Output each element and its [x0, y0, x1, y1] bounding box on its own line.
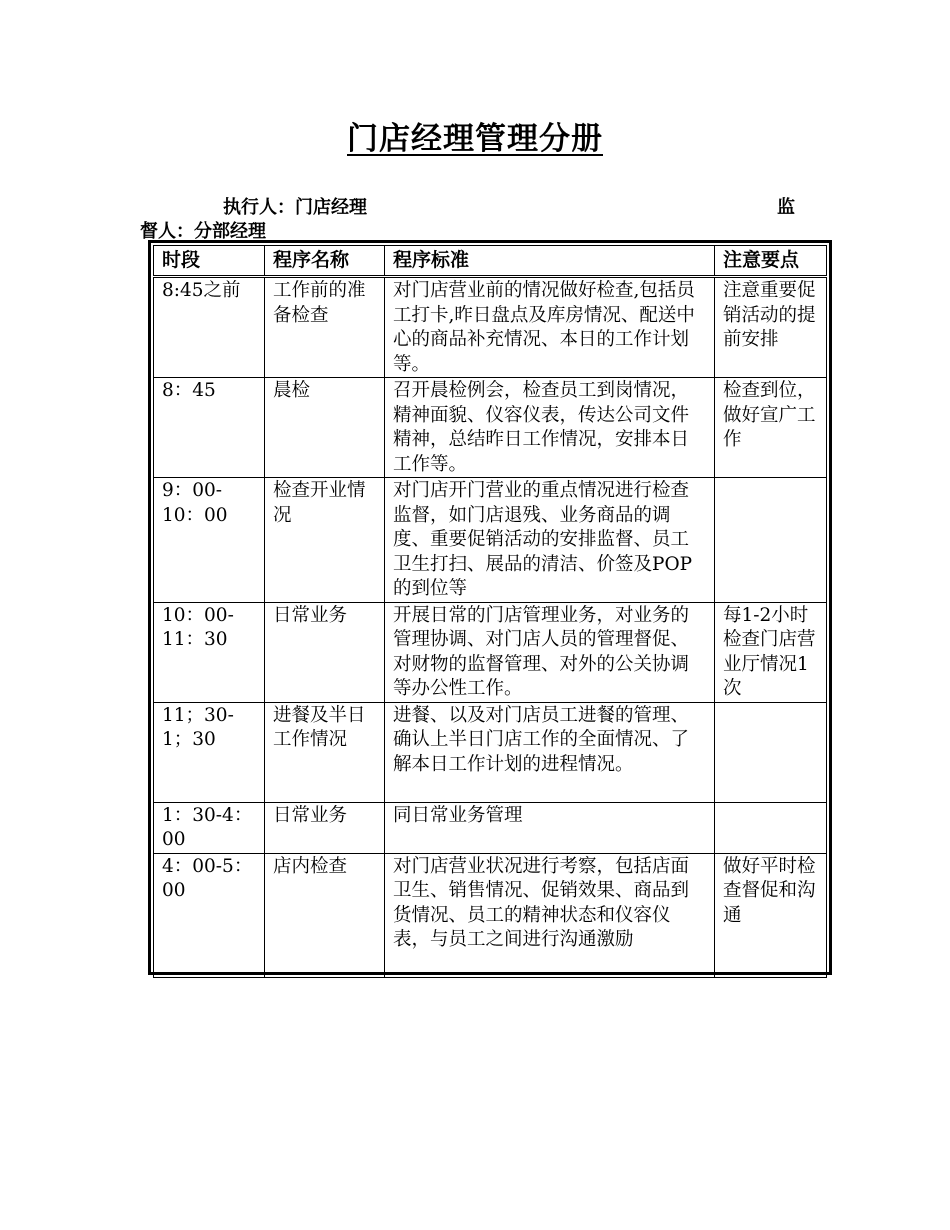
document-title: 门店经理管理分册 — [347, 121, 603, 157]
cell-notes: 做好平时检查督促和沟通 — [715, 853, 827, 977]
cell-notes: 检查到位，做好宣广工作 — [715, 378, 827, 478]
cell-time: 9：00-10：00 — [154, 478, 265, 603]
cell-notes — [715, 478, 827, 603]
table-row — [154, 478, 827, 603]
supervisor-line-end: 督人：分部经理 — [140, 221, 266, 242]
cell-notes — [715, 802, 827, 853]
cell-time: 8:45之前 — [154, 277, 265, 378]
table-row — [154, 277, 827, 378]
cell-name: 进餐及半日工作情况 — [265, 702, 385, 802]
cell-time: 4：00-5：00 — [154, 853, 265, 977]
cell-notes: 注意重要促销活动的提前安排 — [715, 277, 827, 378]
header-key-points: 注意要点 — [715, 246, 827, 277]
table-header-row — [154, 246, 827, 277]
cell-name: 检查开业情况 — [265, 478, 385, 603]
cell-standard: 开展日常的门店管理业务，对业务的管理协调、对门店人员的管理督促、对财物的监督管理、对外的公关协调等办公性工作。 — [385, 602, 715, 702]
supervisor-line-start: 监 — [777, 197, 795, 218]
cell-standard: 对门店营业前的情况做好检查,包括员工打卡,昨日盘点及库房情况、配送中心的商品补充情况、本日的工作计划等。 — [385, 277, 715, 378]
cell-name: 日常业务 — [265, 802, 385, 853]
cell-time: 10：00-11：30 — [154, 602, 265, 702]
schedule-table — [153, 245, 827, 978]
header-time: 时段 — [154, 246, 265, 277]
table-row — [154, 802, 827, 853]
cell-standard: 同日常业务管理 — [385, 802, 715, 853]
cell-name: 工作前的准备检查 — [265, 277, 385, 378]
header-procedure-standard: 程序标准 — [385, 246, 715, 277]
cell-standard: 进餐、以及对门店员工进餐的管理、确认上半日门店工作的全面情况、了解本日工作计划的进程情况。 — [385, 702, 715, 802]
header-procedure-name: 程序名称 — [265, 246, 385, 277]
cell-notes: 每1-2小时检查门店营业厅情况1次 — [715, 602, 827, 702]
cell-standard: 对门店营业状况进行考察，包括店面卫生、销售情况、促销效果、商品到货情况、员工的精神状态和仪容仪表，与员工之间进行沟通激励 — [385, 853, 715, 977]
cell-name: 晨检 — [265, 378, 385, 478]
executor-line: 执行人：门店经理 — [223, 197, 367, 218]
cell-standard: 对门店开门营业的重点情况进行检查监督，如门店退残、业务商品的调度、重要促销活动的安排监督、员工卫生打扫、展品的清洁、价签及POP的到位等 — [385, 478, 715, 603]
cell-standard: 召开晨检例会，检查员工到岗情况，精神面貌、仪容仪表，传达公司文件精神，总结昨日工作情况，安排本日工作等。 — [385, 378, 715, 478]
table-row — [154, 378, 827, 478]
cell-notes — [715, 702, 827, 802]
cell-time: 11；30-1；30 — [154, 702, 265, 802]
cell-name: 日常业务 — [265, 602, 385, 702]
cell-name: 店内检查 — [265, 853, 385, 977]
schedule-table-frame — [148, 240, 832, 975]
cell-time: 8：45 — [154, 378, 265, 478]
table-row — [154, 853, 827, 977]
table-row — [154, 602, 827, 702]
cell-time: 1：30-4：00 — [154, 802, 265, 853]
table-row — [154, 702, 827, 802]
